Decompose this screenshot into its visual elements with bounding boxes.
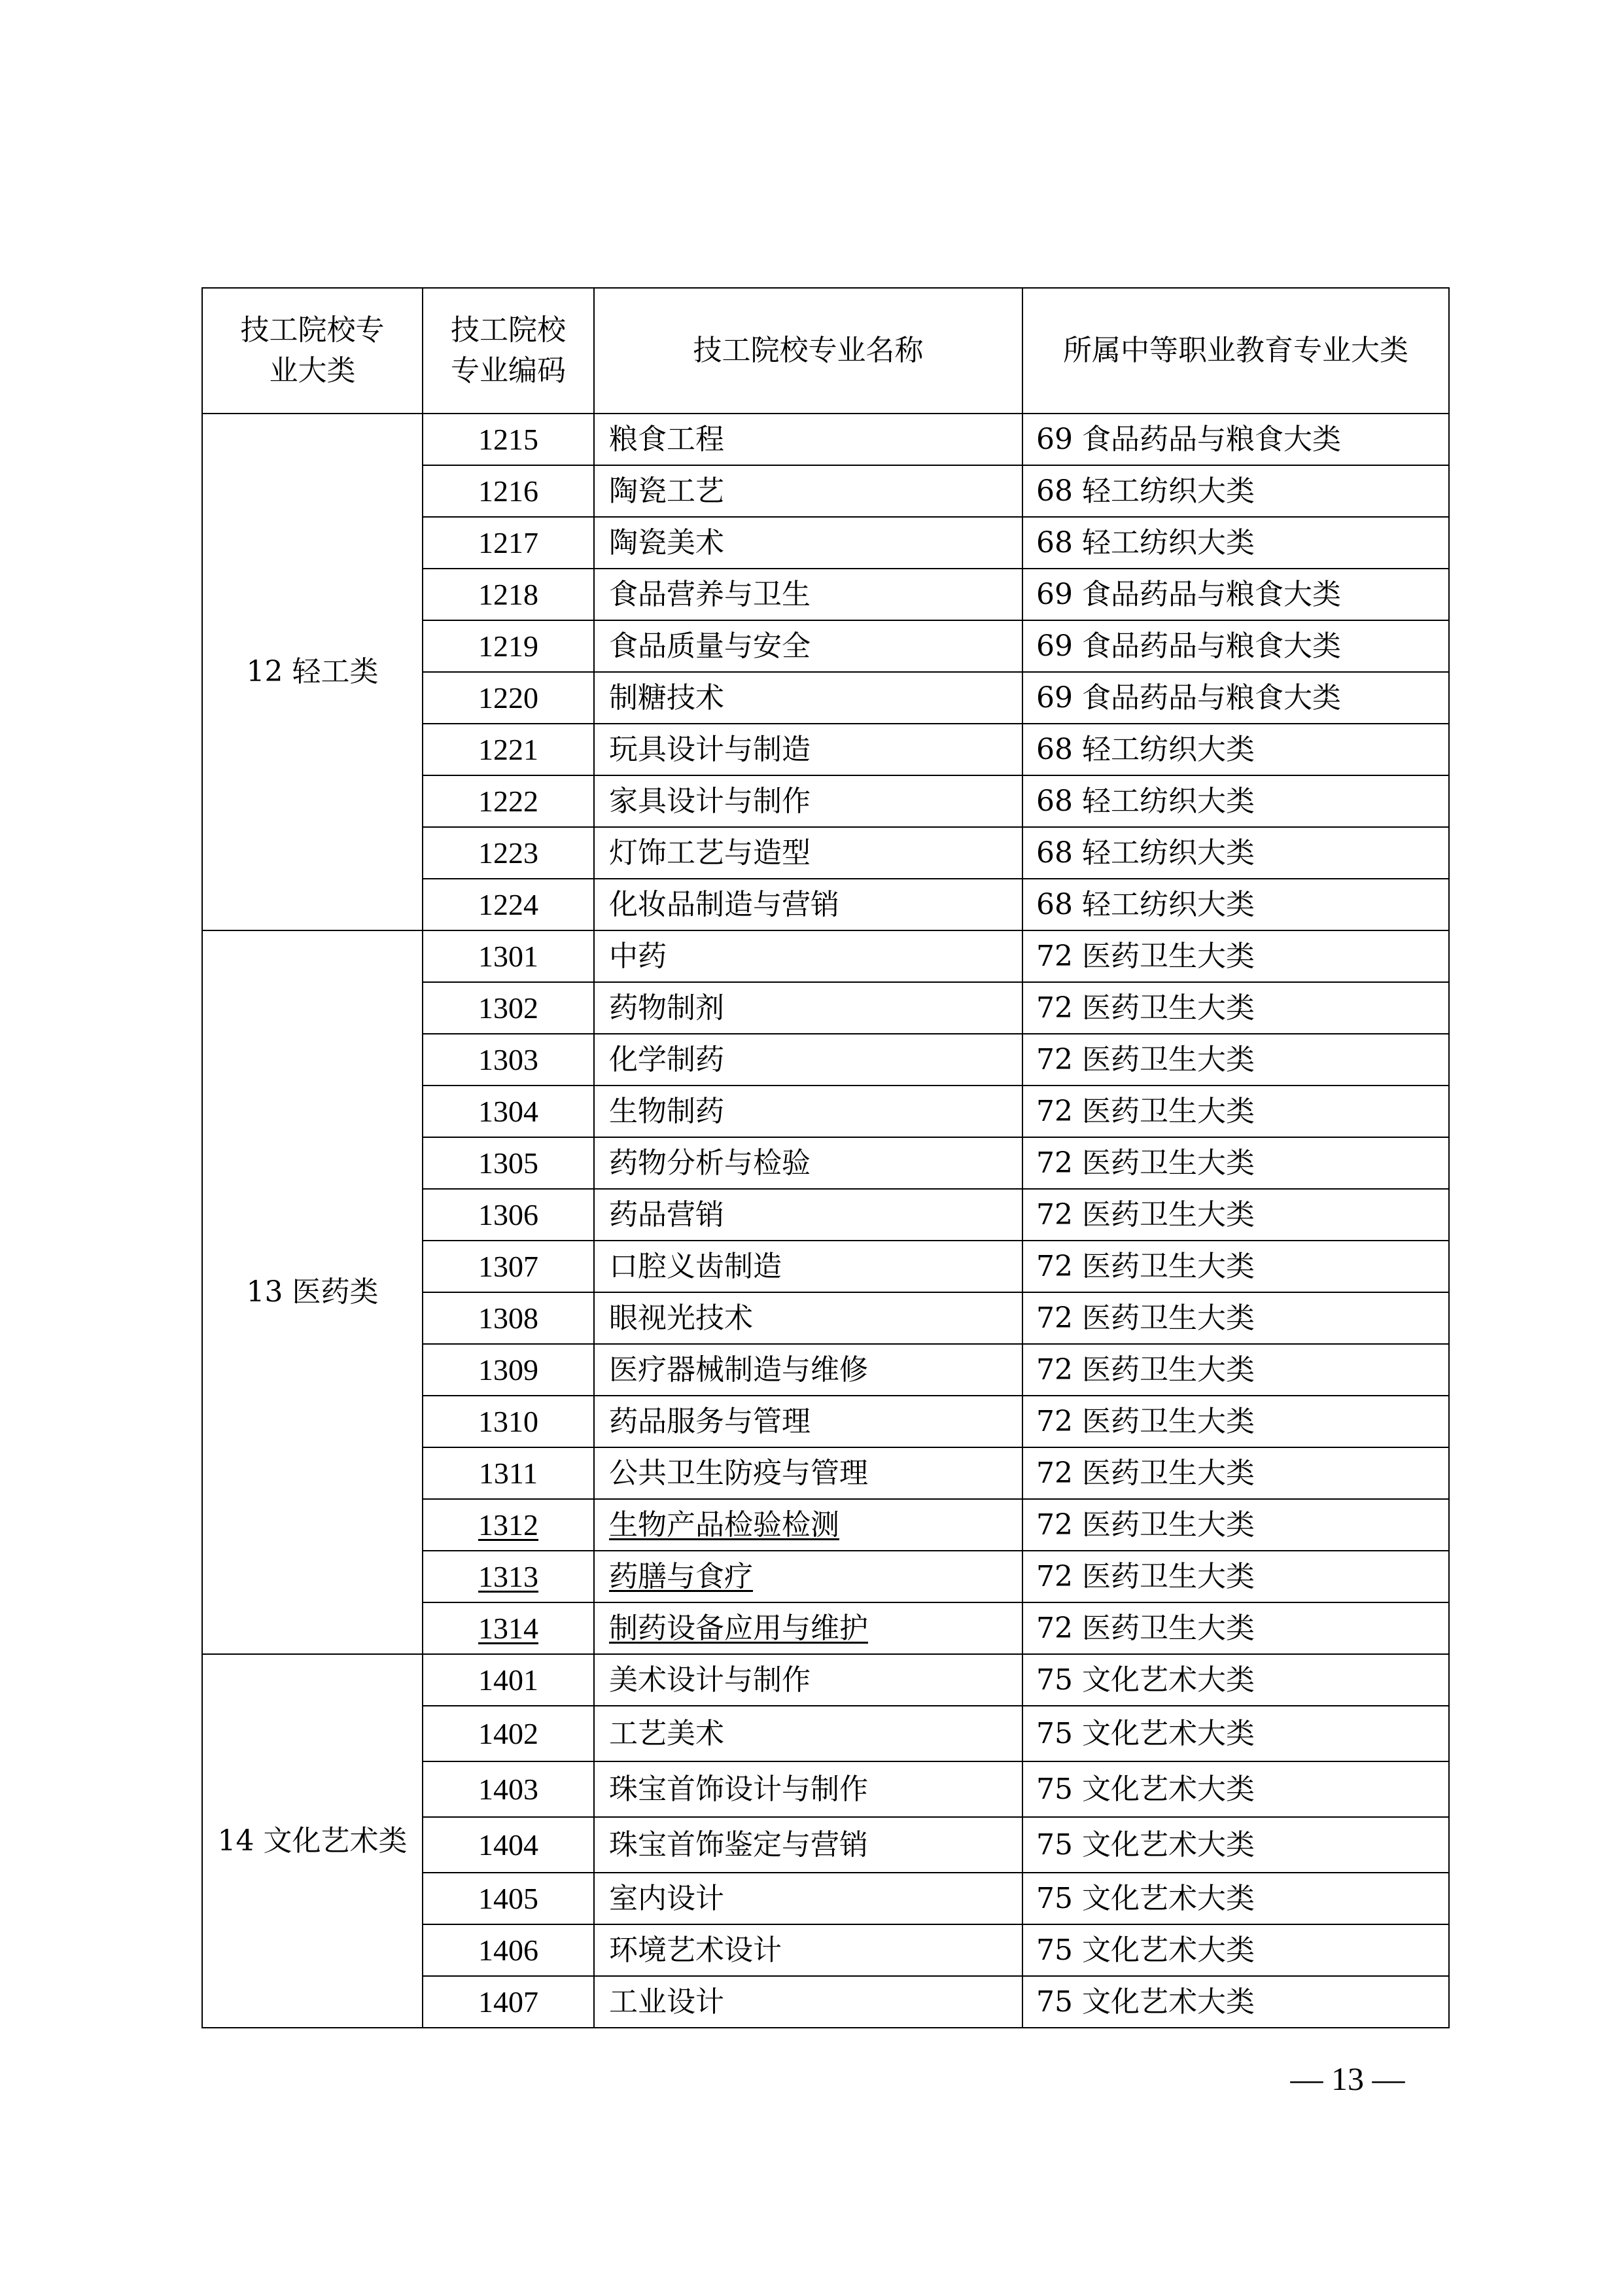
code-cell (423, 1551, 594, 1602)
category-cell: 14 文化艺术类 (202, 1654, 423, 2028)
name-cell: 食品质量与安全 (594, 620, 1022, 672)
code-cell: 1403 (423, 1761, 594, 1817)
code-cell: 1404 (423, 1817, 594, 1873)
code-cell: 1215 (423, 414, 594, 465)
name-cell (594, 1499, 1022, 1551)
code-cell: 1220 (423, 672, 594, 724)
table-row (202, 414, 1449, 465)
major-cell: 72 医药卫生大类 (1022, 1447, 1449, 1499)
name-cell: 医疗器械制造与维修 (594, 1344, 1022, 1396)
code-cell: 1407 (423, 1976, 594, 2028)
name-cell: 眼视光技术 (594, 1292, 1022, 1344)
major-cell: 72 医药卫生大类 (1022, 1189, 1449, 1241)
page-number: — 13 — (1290, 2060, 1405, 2097)
header-code (423, 288, 594, 414)
name-cell (594, 1602, 1022, 1654)
code-cell: 1217 (423, 517, 594, 569)
name-cell: 化学制药 (594, 1034, 1022, 1086)
major-cell: 75 文化艺术大类 (1022, 1817, 1449, 1873)
major-cell: 75 文化艺术大类 (1022, 1924, 1449, 1976)
major-cell: 69 食品药品与粮食大类 (1022, 620, 1449, 672)
table-row (202, 1654, 1449, 1706)
major-cell: 72 医药卫生大类 (1022, 1499, 1449, 1551)
name-cell: 陶瓷工艺 (594, 465, 1022, 517)
underlined-name: 生物产品检验检测 (609, 1508, 839, 1542)
specialty-mapping-table (201, 287, 1450, 2028)
code-cell: 1310 (423, 1396, 594, 1447)
name-cell: 中药 (594, 930, 1022, 982)
major-cell: 72 医药卫生大类 (1022, 1396, 1449, 1447)
name-cell: 陶瓷美术 (594, 517, 1022, 569)
name-cell: 工业设计 (594, 1976, 1022, 2028)
category-cell: 12 轻工类 (202, 414, 423, 930)
code-cell: 1302 (423, 982, 594, 1034)
code-cell: 1303 (423, 1034, 594, 1086)
name-cell: 环境艺术设计 (594, 1924, 1022, 1976)
header-category-line2: 业大类 (269, 354, 356, 387)
category-cell: 13 医药类 (202, 930, 423, 1654)
table-header-row (202, 288, 1449, 414)
underlined-name: 药膳与食疗 (609, 1559, 753, 1593)
code-cell: 1224 (423, 879, 594, 930)
name-cell: 生物制药 (594, 1086, 1022, 1137)
name-cell: 药品服务与管理 (594, 1396, 1022, 1447)
code-cell: 1304 (423, 1086, 594, 1137)
code-cell: 1306 (423, 1189, 594, 1241)
name-cell: 玩具设计与制造 (594, 724, 1022, 775)
underlined-code: 1314 (478, 1611, 538, 1645)
code-cell: 1307 (423, 1241, 594, 1292)
name-cell: 家具设计与制作 (594, 775, 1022, 827)
code-cell: 1305 (423, 1137, 594, 1189)
name-cell: 室内设计 (594, 1873, 1022, 1924)
name-cell: 美术设计与制作 (594, 1654, 1022, 1706)
underlined-name: 制药设备应用与维护 (609, 1611, 868, 1645)
major-cell: 68 轻工纺织大类 (1022, 827, 1449, 879)
major-cell: 75 文化艺术大类 (1022, 1761, 1449, 1817)
name-cell: 药物制剂 (594, 982, 1022, 1034)
name-cell: 珠宝首饰鉴定与营销 (594, 1817, 1022, 1873)
header-name: 技工院校专业名称 (594, 288, 1022, 414)
name-cell: 灯饰工艺与造型 (594, 827, 1022, 879)
code-cell: 1219 (423, 620, 594, 672)
major-cell: 68 轻工纺织大类 (1022, 724, 1449, 775)
name-cell: 口腔义齿制造 (594, 1241, 1022, 1292)
code-cell: 1311 (423, 1447, 594, 1499)
major-cell: 72 医药卫生大类 (1022, 1086, 1449, 1137)
name-cell: 药品营销 (594, 1189, 1022, 1241)
code-cell: 1402 (423, 1706, 594, 1761)
major-cell: 72 医药卫生大类 (1022, 1137, 1449, 1189)
name-cell: 珠宝首饰设计与制作 (594, 1761, 1022, 1817)
major-cell: 72 医药卫生大类 (1022, 1034, 1449, 1086)
major-cell: 75 文化艺术大类 (1022, 1654, 1449, 1706)
code-cell: 1309 (423, 1344, 594, 1396)
code-cell: 1301 (423, 930, 594, 982)
code-cell: 1405 (423, 1873, 594, 1924)
major-cell: 68 轻工纺织大类 (1022, 879, 1449, 930)
name-cell: 粮食工程 (594, 414, 1022, 465)
major-cell: 68 轻工纺织大类 (1022, 465, 1449, 517)
code-cell (423, 1602, 594, 1654)
code-cell: 1218 (423, 569, 594, 620)
name-cell (594, 1551, 1022, 1602)
major-cell: 75 文化艺术大类 (1022, 1873, 1449, 1924)
name-cell: 工艺美术 (594, 1706, 1022, 1761)
name-cell: 制糖技术 (594, 672, 1022, 724)
code-cell (423, 1499, 594, 1551)
major-cell: 72 医药卫生大类 (1022, 1602, 1449, 1654)
major-cell: 72 医药卫生大类 (1022, 1551, 1449, 1602)
underlined-code: 1313 (478, 1559, 538, 1593)
header-code-line2: 专业编码 (451, 354, 566, 387)
major-cell: 75 文化艺术大类 (1022, 1706, 1449, 1761)
code-cell: 1406 (423, 1924, 594, 1976)
code-cell: 1222 (423, 775, 594, 827)
major-cell: 68 轻工纺织大类 (1022, 775, 1449, 827)
name-cell: 食品营养与卫生 (594, 569, 1022, 620)
code-cell: 1221 (423, 724, 594, 775)
code-cell: 1401 (423, 1654, 594, 1706)
name-cell: 药物分析与检验 (594, 1137, 1022, 1189)
major-cell: 68 轻工纺织大类 (1022, 517, 1449, 569)
code-cell: 1308 (423, 1292, 594, 1344)
header-major: 所属中等职业教育专业大类 (1022, 288, 1449, 414)
major-cell: 72 医药卫生大类 (1022, 930, 1449, 982)
header-category (202, 288, 423, 414)
major-cell: 69 食品药品与粮食大类 (1022, 672, 1449, 724)
major-cell: 69 食品药品与粮食大类 (1022, 414, 1449, 465)
code-cell: 1216 (423, 465, 594, 517)
major-cell: 72 医药卫生大类 (1022, 1344, 1449, 1396)
major-cell: 72 医药卫生大类 (1022, 982, 1449, 1034)
major-cell: 69 食品药品与粮食大类 (1022, 569, 1449, 620)
code-cell: 1223 (423, 827, 594, 879)
major-cell: 72 医药卫生大类 (1022, 1241, 1449, 1292)
major-cell: 72 医药卫生大类 (1022, 1292, 1449, 1344)
underlined-code: 1312 (478, 1508, 538, 1542)
header-code-line1: 技工院校 (451, 313, 566, 347)
name-cell: 公共卫生防疫与管理 (594, 1447, 1022, 1499)
name-cell: 化妆品制造与营销 (594, 879, 1022, 930)
major-cell: 75 文化艺术大类 (1022, 1976, 1449, 2028)
header-category-line1: 技工院校专 (240, 313, 385, 347)
table-row (202, 930, 1449, 982)
